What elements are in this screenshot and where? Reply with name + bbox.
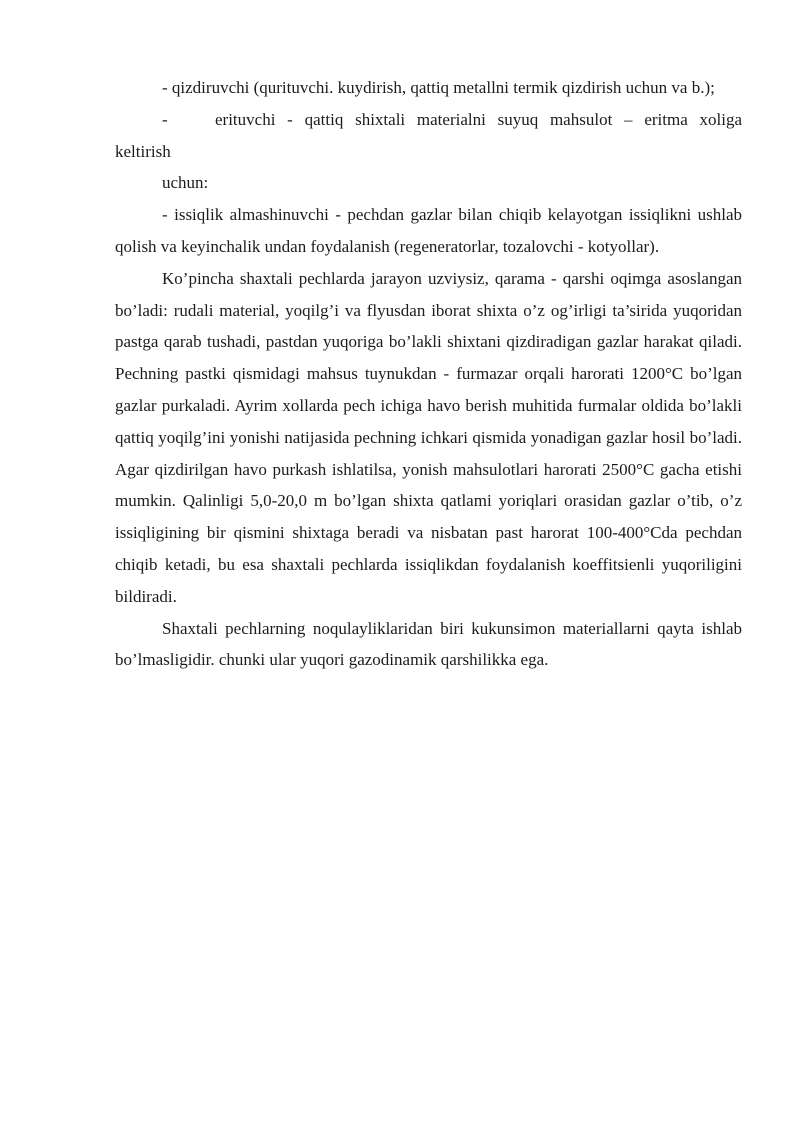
paragraph-shaft-furnace-drawbacks: Shaxtali pechlarning noqulayliklaridan biri kukunsimon materiallarni qayta ishlab bo’lmasligidir. chunki ular yuqori gazodinamik qarshilikka ega. (115, 618, 742, 670)
melting-item-continuation: keltirish (115, 141, 171, 161)
melting-item-end: uchun: (162, 173, 209, 193)
paragraph-heating-item: - qizdiruvchi (qurituvchi. kuydirish, qattiq metallni termik qizdirish uchun va b.); (162, 78, 715, 97)
list-dash: - (162, 109, 168, 129)
paragraph-melting-item (162, 104, 742, 136)
melting-item-text: erituvchi - qattiq shixtali materialni suyuq mahsulot – eritma xoliga (215, 109, 742, 129)
paragraph-heat-exchange-item: - issiqlik almashinuvchi - pechdan gazlar bilan chiqib kelayotgan issiqlikni ushlab qolish va keyinchalik undan foydalanish (regeneratorlar, tozalovchi - kotyollar). (115, 205, 742, 256)
paragraph-shaft-furnace-process: Ko’pincha shaxtali pechlarda jarayon uzviysiz, qarama - qarshi oqimga asoslangan bo’ladi: rudali material, yoqilg’i va flyusdan iborat shixta o’z og’irligi ta’sirida yuqoridan pastga qarab tushadi, pastdan yuqoriga bo’lakli shixtani qizdiradigan gazlar harakat qiladi. Pechning pastki qismidagi mahsus tuynukdan - furmazar orqali harorati 1200°C bo’lgan gazlar purkaladi. Ayrim xollarda pech ichiga havo berish muhitida furmalar oldida bo’lakli qattiq yoqilg’ini yonishi natijasida pechning ichkari qismida yonadigan gazlar hosil bo’ladi. Agar qizdirilgan havo purkash ishlatilsa, yonish mahsulotlari harorati 2500°C gacha etishi mumkin. Qalinligi 5,0-20,0 m bo’lgan shixta qatlami yoriqlari orasidan gazlar o’tib, o’z issiqligining bir qismini shixtaga beradi va nisbatan past harorat 100-400°Cda pechdan chiqib ketadi, bu esa shaxtali pechlarda issiqlikdan foydalanish koeffitsienli yuqoriligini bildiradi. (115, 268, 742, 606)
document-page (115, 72, 742, 676)
